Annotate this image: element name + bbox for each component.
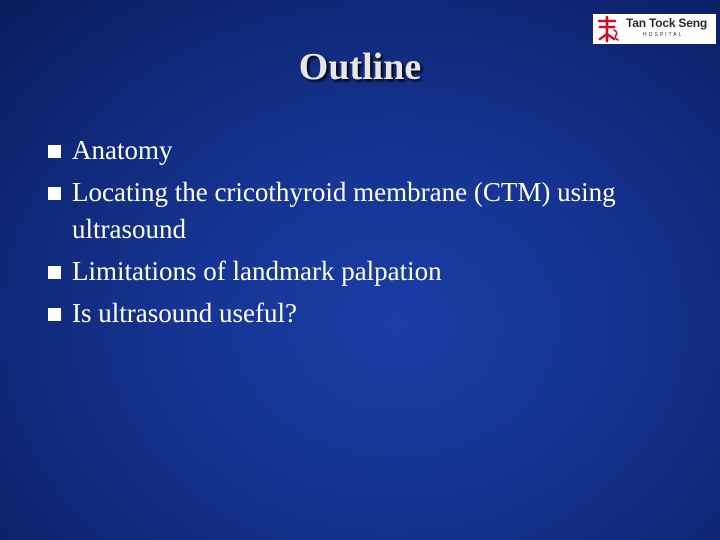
hospital-logo [593, 14, 716, 44]
logo-hospital-name: Tan Tock Seng [626, 16, 707, 30]
bullet-item [45, 174, 685, 248]
bullet-text: Anatomy [72, 135, 173, 165]
bullet-text: Is ultrasound useful? [72, 298, 297, 328]
square-bullet-icon [48, 145, 61, 158]
bullet-text: Limitations of landmark palpation [72, 256, 442, 286]
hospital-logo-mark [595, 15, 621, 43]
square-bullet-icon [48, 308, 61, 321]
bullet-item [45, 132, 685, 169]
square-bullet-icon [48, 266, 61, 279]
bullet-item [45, 253, 685, 290]
slide-title: Outline [298, 46, 422, 88]
square-bullet-icon [48, 187, 61, 200]
bullet-list [45, 132, 685, 337]
bullet-item [45, 295, 685, 332]
logo-hospital-subtitle: HOSPITAL [643, 32, 684, 38]
bullet-text: Locating the cricothyroid membrane (CTM) using ultrasound [72, 177, 616, 244]
